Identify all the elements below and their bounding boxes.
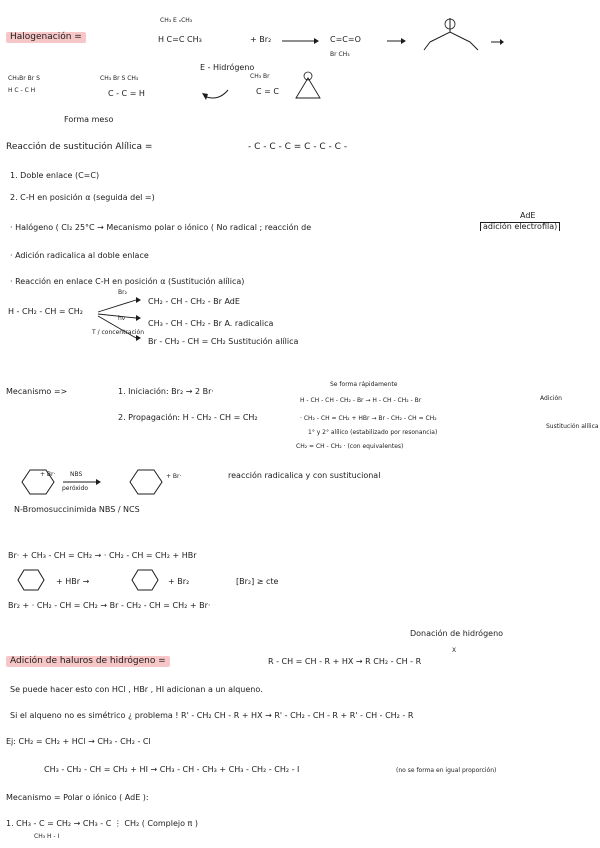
adicion-label: Adición	[540, 395, 562, 402]
reaction-arrow-icon	[385, 36, 407, 46]
molecule-label: CH₃ Br	[250, 73, 270, 80]
iniciacion-step: 1. Iniciación: Br₂ → 2 Br·	[118, 387, 214, 396]
section-title-sustitucion: Reacción de sustitución Alílica =	[6, 142, 153, 152]
note-label: 1° y 2° alílico (estabilizado por resonancia)	[308, 429, 438, 436]
equation-line: Br· + CH₃ - CH = CH₂ → · CH₂ - CH = CH₂ + HBr	[8, 551, 197, 560]
propagation-product: H - CH - CH - CH₂ - Br → H - CH - CH₂ - Br	[300, 397, 422, 404]
reaction-arrow-icon	[62, 479, 102, 485]
molecule-label: H C=C CH₃	[158, 35, 202, 44]
cyclohexene-ring-icon	[14, 566, 48, 596]
molecule-label: CH₃ E ₙCH₃	[160, 17, 193, 24]
reagent-label: NBS	[70, 471, 83, 478]
reaction-note: reacción radicalica y con sustitucional	[228, 471, 381, 480]
molecule-label: C=C=O	[330, 35, 361, 44]
resonance-label: CH₂ = CH - CH₂ · (con equivalentes)	[296, 443, 404, 450]
equation-line: [Br₂] ≥ cte	[236, 577, 279, 586]
e-hidrogeno-label: E - Hidrógeno	[200, 63, 255, 72]
list-item: · Reacción en enlace C-H en posición α (Sustitución alílica)	[10, 277, 245, 286]
equation-product: Br - CH₂ - CH = CH₂ Sustitución alílica	[148, 337, 299, 346]
note-label: Se forma rápidamente	[330, 381, 398, 388]
condition-label: T / concentración	[92, 329, 145, 336]
forma-meso-label: Forma meso	[64, 115, 114, 124]
cyclohexene-ring-icon	[126, 464, 166, 500]
equation-line: Br₂ + · CH₂ - CH = CH₂ → Br - CH₂ - CH = CH₂ + Br·	[8, 601, 211, 610]
molecule-label: H C - C H	[8, 87, 36, 94]
reagent-label: + Br₂	[250, 35, 272, 44]
condition-label: Br₂	[118, 289, 127, 296]
molecule-label: Br CH₃	[330, 51, 350, 58]
reaction-arrow-icon	[490, 38, 504, 46]
section-title-halogenacion: Halogenación =	[6, 32, 86, 43]
example-line: CH₃ - CH₂ - CH = CH₂ + HI → CH₃ - CH - CH₃ + CH₃ - CH₂ - CH₂ - I	[44, 765, 300, 774]
molecule-label: CH₃Br Br S	[8, 75, 40, 82]
list-item: · Adición radicalica al doble enlace	[10, 251, 149, 260]
reaction-arrow-icon	[280, 36, 320, 46]
mecanismo-label: Mecanismo =>	[6, 387, 68, 396]
molecule-label: CH₃ Br S CH₃	[100, 75, 139, 82]
body-line: Si el alqueno no es simétrico ¿ problema ! R' - CH₂ CH - R + HX → R' - CH₂ - CH - R + R' - CH - CH₂ - R	[10, 711, 414, 720]
mechanism-step-sub: CH₃ H - I	[34, 833, 60, 840]
section-title-adicion: Adición de haluros de hidrógeno =	[6, 656, 170, 667]
reagent-label: + Br·	[40, 471, 56, 478]
equation-start: H - CH₂ - CH = CH₂	[8, 307, 83, 316]
halide-label: X	[452, 647, 457, 654]
example-line: Ej: CH₂ = CH₂ + HCl → CH₃ - CH₂ - Cl	[6, 737, 151, 746]
mecanismo-line: Mecanismo = Polar o iónico ( AdE ):	[6, 793, 149, 802]
donacion-header: Donación de hidrógeno	[410, 629, 504, 638]
condition-label: peróxido	[62, 485, 89, 492]
adicion-box: adición electrofila)	[480, 222, 560, 231]
branch-arrows-icon	[96, 296, 156, 346]
equation-line: + HBr →	[56, 577, 90, 586]
example-note: (no se forma en igual proporción)	[396, 767, 497, 774]
molecule-label: C = C	[256, 87, 279, 96]
cyclohexene-ring-icon	[128, 566, 162, 596]
mechanism-step: 1. CH₃ - C = CH₂ → CH₃ - C ⋮ CH₂ ( Complejo π )	[6, 819, 199, 828]
list-item: 2. C-H en posición α (seguida del =)	[10, 193, 155, 202]
nbs-note: N-Bromosuccinimida NBS / NCS	[14, 505, 140, 514]
back-arrow-icon	[200, 88, 230, 102]
alkene-formula: - C - C - C = C - C - C -	[248, 142, 348, 152]
list-item: 1. Doble enlace (C=C)	[10, 171, 100, 180]
list-item: · Halógeno ( Cl₂ 25°C → Mecanismo polar o iónico ( No radical ; reacción de	[10, 223, 312, 232]
cyclohexene-ring-icon	[18, 464, 58, 500]
propagation-product: · CH₂ - CH = CH₂ + HBr → Br - CH₂ - CH = CH₂	[300, 415, 437, 422]
molecule-label: C - C = H	[108, 89, 145, 98]
propagacion-step: 2. Propagación: H - CH₂ - CH = CH₂	[118, 413, 258, 422]
condition-label: hν	[118, 315, 126, 322]
equation-product: CH₃ - CH - CH₂ - Br A. radicalica	[148, 319, 274, 328]
body-line: Se puede hacer esto con HCl , HBr , HI adicionan a un alqueno.	[10, 685, 263, 694]
bromonium-sketch-icon	[420, 14, 490, 54]
reagent-label: + Br·	[166, 473, 182, 480]
equation-line: + Br₂	[168, 577, 190, 586]
ring-sketch-icon	[288, 68, 328, 108]
ade-label: AdE	[520, 211, 536, 220]
general-equation: R - CH = CH - R + HX → R CH₂ - CH - R	[268, 657, 422, 666]
sustitucion-label: Sustitución alílica	[546, 423, 599, 430]
equation-product: CH₂ - CH - CH₂ - Br AdE	[148, 297, 240, 306]
